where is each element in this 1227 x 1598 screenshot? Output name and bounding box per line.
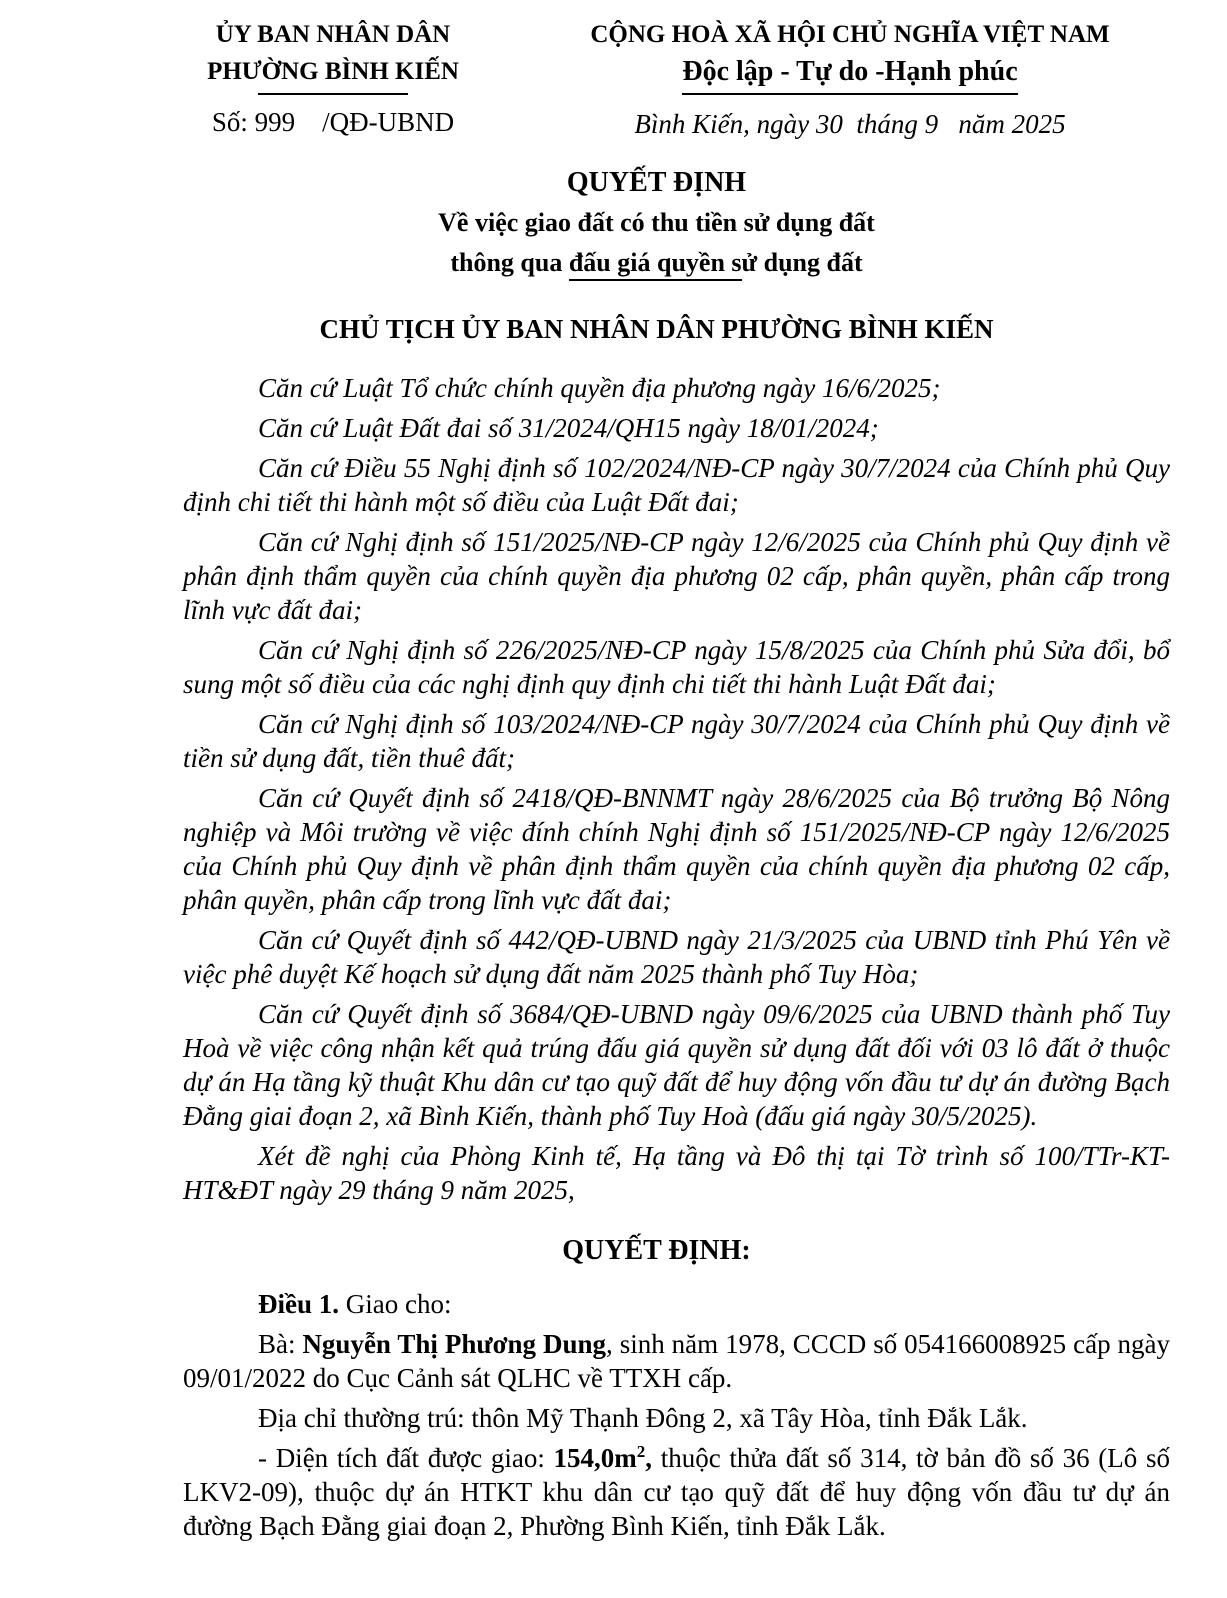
national-slogan-text: Độc lập - Tự do -Hạnh phúc	[682, 53, 1017, 95]
issuing-authority-block	[183, 16, 483, 141]
recital-8: Căn cứ Quyết định số 442/QĐ-UBND ngày 21/3/2025 của UBND tỉnh Phú Yên về việc phê duyệt Kế hoạch sử dụng đất năm 2025 thành phố Tuy Hòa;	[183, 925, 1170, 989]
authority-name-line1: ỦY BAN NHÂN DÂN	[215, 21, 451, 48]
grantee-prefix: Bà:	[258, 1329, 303, 1359]
area-prefix: - Diện tích đất được giao:	[258, 1443, 554, 1473]
recital-10: Xét đề nghị của Phòng Kinh tế, Hạ tầng và Đô thị tại Tờ trình số 100/TTr-KT-HT&ĐT ngày 29 tháng 9 năm 2025,	[183, 1141, 1170, 1205]
grantee-name: Nguyễn Thị Phương Dung	[302, 1329, 607, 1359]
national-motto-block	[530, 16, 1170, 141]
document-subtitle-line2	[183, 243, 1130, 283]
recital-3: Căn cứ Điều 55 Nghị định số 102/2024/NĐ-CP ngày 30/7/2024 của Chính phủ Quy định chi tiết thi hành một số điều của Luật Đất đai;	[183, 453, 1170, 517]
recital-7: Căn cứ Quyết định số 2418/QĐ-BNNMT ngày 28/6/2025 của Bộ trưởng Bộ Nông nghiệp và Môi trường về việc đính chính Nghị định số 151/2025/NĐ-CP ngày 12/6/2025 của Chính phủ Quy định về phân định thẩm quyền của chính quyền địa phương 02 cấp, phân quyền, phân cấp trong lĩnh vực đất đai;	[183, 783, 1170, 915]
authority-underline	[258, 93, 408, 95]
recital-5: Căn cứ Nghị định số 226/2025/NĐ-CP ngày 15/8/2025 của Chính phủ Sửa đổi, bổ sung một số điều của các nghị định quy định chi tiết thi hành Luật Đất đai;	[183, 635, 1170, 699]
article1-label: Điều 1.	[258, 1289, 339, 1319]
authority-name-line2: PHƯỜNG BÌNH KIẾN	[207, 58, 459, 85]
recital-4: Căn cứ Nghị định số 151/2025/NĐ-CP ngày 12/6/2025 của Chính phủ Quy định về phân định thẩm quyền của chính quyền địa phương 02 cấp, phân quyền, phân cấp trong lĩnh vực đất đai;	[183, 527, 1170, 625]
article1-address: Địa chỉ thường trú: thôn Mỹ Thạnh Đông 2, xã Tây Hòa, tỉnh Đắk Lắk.	[258, 1403, 1028, 1433]
area-details: thuộc thửa đất số 314, tờ bản đồ số 36 (Lô số LKV2-09), thuộc dự án HTKT khu dân cư tạo quỹ đất để huy động vốn đầu tư dự án đường Bạch Đằng giai đoạn 2, Phường Bình Kiến, tỉnh Đắk Lắk.	[183, 1443, 1170, 1541]
document-header	[183, 16, 1170, 141]
recital-1: Căn cứ Luật Tổ chức chính quyền địa phương ngày 16/6/2025;	[258, 373, 941, 403]
subtitle2-before: thông qua	[450, 248, 569, 277]
document-subtitle-line1: Về việc giao đất có thu tiền sử dụng đất	[438, 208, 875, 237]
area-superscript: 2	[636, 1442, 646, 1461]
article1-area	[183, 1441, 1170, 1543]
place-and-date: Bình Kiến, ngày 30 tháng 9 năm 2025	[634, 109, 1066, 139]
decision-heading: QUYẾT ĐỊNH:	[562, 1235, 751, 1266]
recital-6: Căn cứ Nghị định số 103/2024/NĐ-CP ngày 30/7/2024 của Chính phủ Quy định về tiền sử dụng đất, tiền thuê đất;	[183, 709, 1170, 773]
document-title: QUYẾT ĐỊNH	[566, 167, 747, 198]
area-value: 154,0m	[553, 1443, 637, 1473]
subtitle2-after: ử dụng đất	[741, 248, 863, 277]
article1-grantee	[183, 1327, 1170, 1395]
article1-intro-text: Giao cho:	[339, 1289, 452, 1319]
document-body	[183, 371, 1170, 1543]
national-title: CỘNG HOÀ XÃ HỘI CHỦ NGHĨA VIỆT NAM	[590, 21, 1110, 48]
document-number: Số: 999 /QĐ-UBND	[211, 107, 455, 137]
document-title-block	[183, 163, 1170, 283]
recital-2: Căn cứ Luật Đất đai số 31/2024/QH15 ngày 18/01/2024;	[258, 413, 879, 443]
grantee-details: , sinh năm 1978, CCCD số 054166008925 cấp ngày 09/01/2022 do Cục Cảnh sát QLHC về TTXH cấp.	[183, 1329, 1170, 1393]
article1-intro	[183, 1287, 1170, 1321]
recital-9: Căn cứ Quyết định số 3684/QĐ-UBND ngày 09/6/2025 của UBND thành phố Tuy Hoà về việc công nhận kết quả trúng đấu giá quyền sử dụng đất đối với 03 lô đất ở thuộc dự án Hạ tầng kỹ thuật Khu dân cư tạo quỹ đất để huy động vốn đầu tư dự án đường Bạch Đằng giai đoạn 2, xã Bình Kiến, thành phố Tuy Hoà (đấu giá ngày 30/5/2025).	[183, 999, 1170, 1131]
subtitle2-underlined: đấu giá quyền s	[569, 249, 742, 281]
national-slogan	[530, 53, 1170, 95]
issuer-heading: CHỦ TỊCH ỦY BAN NHÂN DÂN PHƯỜNG BÌNH KIẾN	[319, 314, 994, 344]
area-comma: ,	[645, 1443, 653, 1473]
